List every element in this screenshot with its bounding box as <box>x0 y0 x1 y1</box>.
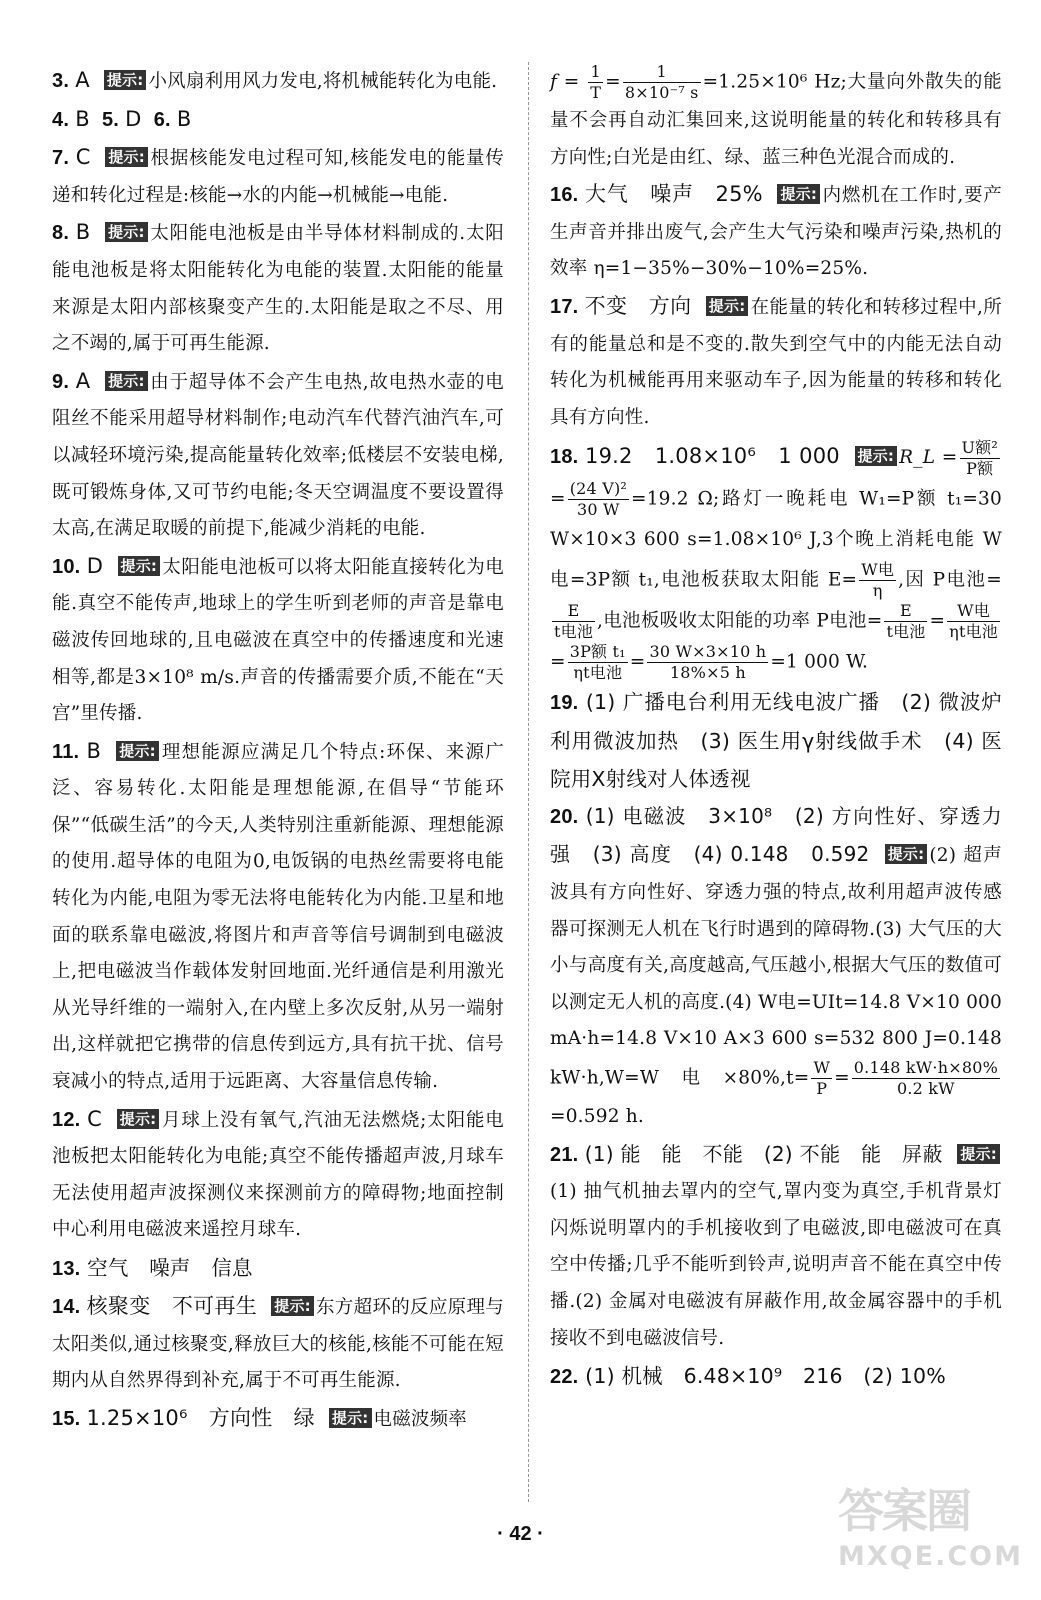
hint-label: 提示: <box>271 1296 314 1316</box>
watermark-logo: 答案圈 <box>838 1484 970 1538</box>
question-13 <box>52 1249 504 1288</box>
answer: 不变 方向 <box>584 293 692 318</box>
fraction <box>552 601 595 642</box>
numerator: U额² <box>961 437 998 457</box>
question-number: 6. <box>153 108 171 131</box>
hint-label: 提示: <box>706 296 749 316</box>
fraction <box>568 642 628 683</box>
hint-label: 提示: <box>855 446 898 466</box>
question-number: 10. <box>52 555 81 578</box>
questions-4-6 <box>52 101 504 140</box>
fraction <box>568 479 629 520</box>
hint-text: ,因 P电池= <box>898 569 1002 591</box>
fraction <box>859 560 896 601</box>
denominator: η <box>872 580 883 600</box>
answer: (1) 能 能 不能 (2) 不能 能 屏蔽 <box>584 1141 943 1166</box>
hint-label: 提示: <box>105 371 148 391</box>
fraction <box>884 601 927 642</box>
question-12 <box>52 1101 504 1249</box>
answer: D <box>125 106 142 131</box>
hint-text: 太阳能电池板是由半导体材料制成的.太阳能电池板是将太阳能转化为电能的装置.太阳能的能量来源是太阳内部核聚变产生的.太阳能是取之不尽、用之不竭的,属于可再生能源. <box>52 223 504 355</box>
equals-sign: = <box>834 1067 850 1089</box>
hint-text: (1) 抽气机抽去罩内的空气,罩内变为真空,手机背景灯闪烁说明罩内的手机接收到了电磁波,即电磁波可在真空中传播;几乎不能听到铃声,说明声音不能在真空中传播.(2) 金属对电磁波有屏蔽作用,故金属容器中的手机接收不到电磁波信号. <box>550 1181 1002 1349</box>
formula-lhs: R_L = <box>899 447 958 469</box>
question-8 <box>52 214 504 362</box>
answer: B <box>86 738 102 763</box>
question-15-continued: f = $\frac{1}{T}$ = $\frac{1}{\text{8×10⁻⁷ s}}$ =1.25×10⁶ Hz;大量向外散失的能量不会再自动汇集回来,这说明能量的转化和转移具有方向性;白光是由红、绿、蓝三种色光混合而成的. <box>550 62 1002 168</box>
hint-text: 月球上没有氧气,汽油无法燃烧;太阳能电池板把太阳能转化为电能;真空不能传播超声波,月球车无法使用超声波探测仪来探测前方的障碍物;地面控制中心利用电磁波来遥控月球车. <box>52 1109 504 1241</box>
answer: 空气 噪声 信息 <box>87 1256 253 1280</box>
fraction <box>852 1058 1000 1099</box>
denominator: 0.2 kW <box>896 1079 955 1098</box>
answer: C <box>75 145 91 170</box>
hint-text: 根据核能发电过程可知,核能发电的能量传递和转化过程是:核能→水的内能→机械能→电能. <box>52 148 504 206</box>
answer: 1.25×10⁶ 方向性 绿 <box>86 1405 315 1430</box>
question-number: 20. <box>550 805 579 828</box>
numerator: E <box>552 601 595 622</box>
hint-text: 东方超环的反应原理与太阳类似,通过核聚变,释放巨大的核能,核能不可能在短期内从自然界得到补充,属于不可再生能源. <box>52 1297 504 1392</box>
hint-text: 电磁波频率 <box>373 1408 468 1430</box>
answer: (1) 电磁波 3×10⁸ (2) 方向性好、穿透力强 (3) 高度 (4) 0.148 0.592 <box>550 803 1002 867</box>
question-number: 21. <box>550 1143 579 1166</box>
hint-label: 提示: <box>105 222 148 242</box>
column-divider <box>528 62 530 1502</box>
question-number: 19. <box>550 691 579 714</box>
question-21 <box>550 1136 1002 1358</box>
right-column <box>550 62 1002 1396</box>
question-18: 18. 19.2 1.08×10⁶ 1 000 提示: R_L = $\frac{\text{U额²}}{\text{P额}}$ = $\frac{\text{(24 V)²}}{30 W}$ =19.2 Ω;路灯一晚耗电 W₁=P额 t₁=30 W×10×3 600 s=1.08×10⁶ J,3个晚上消耗电能 W电=3P额 t₁,电池板获取太阳能 E= $\frac{\text{W电}}{\eta}$ ,因 P电池= $\frac{E}{\text{t电池}}$ ,电池板吸收太阳能的功率 P电池= $\frac{E}{\text{t电池}}$ = $\frac{\text{W电}}{\text{ηt电池}}$ = $\frac{\text{3P额 t₁}}{\text{ηt电池}}$ = $\frac{30 W\times 3\times 10 h}{18\%\times 5 h}$ =1 000 W. <box>550 437 1002 682</box>
question-22 <box>550 1357 1002 1396</box>
numerator: 0.148 kW·h×80% <box>853 1058 998 1077</box>
answer: 大气 噪声 25% <box>585 182 763 207</box>
hint-text: =0.592 h. <box>550 1106 644 1127</box>
hint-text: =19.2 Ω;路灯一晚耗电 W₁=P额 t₁=30 W×10×3 600 s=1.08×10⁶ J,3个晚上消耗电能 W电=3P额 t₁,电池板获取太阳能 E= <box>550 488 1002 591</box>
question-number: 16. <box>550 184 579 207</box>
numerator: E <box>884 601 927 622</box>
denominator: t电池 <box>886 621 926 641</box>
denominator: t电池 <box>554 621 594 641</box>
hint-label: 提示: <box>777 184 820 204</box>
page-number: · 42 · <box>497 1523 544 1545</box>
question-19 <box>550 683 1002 798</box>
hint-label: 提示: <box>116 741 159 761</box>
hint-text: 小风扇利用风力发电,将机械能转化为电能. <box>148 71 498 92</box>
answer: (1) 广播电台利用无线电波广播 (2) 微波炉利用微波加热 (3) 医生用γ射线做手术 (4) 医院用X射线对人体透视 <box>550 689 1002 791</box>
answer: 核聚变 不可再生 <box>86 1294 258 1318</box>
hint-label: 提示: <box>117 1109 160 1129</box>
denominator: 30 W <box>577 499 620 519</box>
question-number: 13. <box>52 1258 81 1280</box>
numerator: 1 <box>623 62 701 83</box>
hint-label: 提示: <box>885 844 928 864</box>
fraction <box>947 601 1000 642</box>
denominator: T <box>590 83 602 102</box>
question-number: 8. <box>52 222 70 245</box>
question-10 <box>52 548 504 733</box>
hint-label: 提示: <box>104 70 147 90</box>
fraction <box>588 62 603 103</box>
hint-text: =1.25×10⁶ Hz;大量向外散失的能量不会再自动汇集回来,这说明能量的转化和转移具有方向性;白光是由红、绿、蓝三种色光混合而成的. <box>550 71 1002 168</box>
answer: C <box>87 1106 103 1131</box>
question-number: 14. <box>52 1296 81 1318</box>
fraction <box>647 642 768 683</box>
numerator: W电 <box>861 559 895 579</box>
denominator: 18%×5 h <box>669 662 746 682</box>
hint-label: 提示: <box>118 556 161 576</box>
answer: A <box>75 368 91 393</box>
answer: (1) 机械 6.48×10⁹ 216 (2) 10% <box>585 1364 946 1389</box>
hint-label: 提示: <box>329 1408 372 1428</box>
hint-text: (2) 超声波具有方向性好、穿透力强的特点,故利用超声波传感器可探测无人机在飞行时遇到的障碍物.(3) 大气压的大小与高度有关,高度越高,气压越小,根据大气压的数值可以测定无人机的高度.(4) W电=UIt=14.8 V×10 000 mA·h=14.8 V×10 A×3 600 s=532 800 J=0.148 kW·h,W=W电×80%,t= <box>550 845 1002 1089</box>
question-number: 4. <box>52 108 70 131</box>
fraction <box>960 438 1001 479</box>
hint-text: 理想能源应满足几个特点:环保、来源广泛、容易转化.太阳能是理想能源,在倡导“节能环保”“低碳生活”的今天,人类特别注重新能源、理想能源的使用.超导体的电阻为0,电饭锅的电热丝需要将电能转化为内能,电阻为零无法将电能转化为内能.卫星和地面的联系靠电磁波,将图片和声音等信号调制到电磁波上,把电磁波当作载体发射回地面.光纤通信是利用激光从光导纤维的一端射入,在内壁上多次反射,从另一端射出,这样就把它携带的信息传到远方,具有抗干扰、信号衰减小的特点,适用于远距离、大容量信息传输. <box>52 741 504 1093</box>
watermark <box>838 1475 1023 1585</box>
question-number: 22. <box>550 1366 579 1389</box>
denominator: P额 <box>966 458 994 478</box>
question-number: 18. <box>550 446 579 469</box>
numerator: W <box>813 1058 831 1077</box>
question-number: 12. <box>52 1108 81 1131</box>
hint-label: 提示: <box>957 1144 1000 1164</box>
question-14 <box>52 1288 504 1400</box>
numerator: 1 <box>588 62 603 83</box>
denominator: ηt电池 <box>949 621 998 641</box>
fraction <box>811 1058 832 1099</box>
answer: B <box>75 220 91 245</box>
question-number: 3. <box>52 70 70 92</box>
question-15 <box>52 1400 504 1439</box>
hint-text: 由于超导体不会产生电热,故电热水壶的电阻丝不能采用超导材料制作;电动汽车代替汽油汽车,可以减轻环境污染,提高能量转化效率;低楼层不安装电梯,既可锻炼身体,又可节约电能;冬天空调温度不要设置得太高,在满足取暖的前提下,能减少消耗的电能. <box>52 371 504 540</box>
answer: D <box>86 553 104 578</box>
question-11 <box>52 733 504 1101</box>
hint-text: ,电池板吸收太阳能的功率 P电池= <box>597 610 883 632</box>
equals-sign: = <box>550 488 566 510</box>
question-9 <box>52 363 504 548</box>
numerator: W电 <box>947 601 1000 622</box>
numerator: 30 W×3×10 h <box>649 641 767 661</box>
hint-text: 在能量的转化和转移过程中,所有的能量总和是不变的.散失到空气中的内能无法自动转化为机械能再用来驱动车子,因为能量的转移和转化具有方向性. <box>550 296 1002 428</box>
formula-lhs: f = <box>550 71 580 93</box>
question-number: 7. <box>52 147 70 170</box>
question-number: 17. <box>550 295 579 318</box>
question-16 <box>550 176 1002 288</box>
denominator: 8×10⁻⁷ s <box>624 83 699 102</box>
hint-text: =1 000 W. <box>770 651 869 673</box>
question-3 <box>52 62 504 101</box>
question-number: 11. <box>52 740 80 763</box>
question-number: 15. <box>52 1407 81 1430</box>
question-7 <box>52 139 504 214</box>
hint-text: 太阳能电池板可以将太阳能直接转化为电能.真空不能传声,地球上的学生听到老师的声音是靠电磁波传回地球的,且电磁波在真空中的传播速度和光速相等,都是3×10⁸ m/s.声音的传播需要介质,不能在“天宫”里传播. <box>52 556 504 725</box>
answer: B <box>75 106 90 131</box>
hint-label: 提示: <box>105 147 148 167</box>
hint-text: 内燃机在工作时,要产生声音并排出废气,会产生大气污染和噪声污染,热机的效率 η=1−35%−30%−10%=25%. <box>550 185 1002 280</box>
numerator: (24 V)² <box>569 478 628 498</box>
denominator: P <box>816 1079 828 1098</box>
watermark-url: MXQE.COM <box>838 1541 1023 1572</box>
answer: B <box>176 106 192 131</box>
answer: A <box>75 68 90 92</box>
question-number: 9. <box>52 370 70 393</box>
numerator: 3P额 t₁ <box>569 641 626 661</box>
question-number: 5. <box>101 108 120 131</box>
question-20 <box>550 798 1002 1136</box>
answer: 19.2 1.08×10⁶ 1 000 <box>585 444 840 469</box>
left-column <box>52 62 504 1438</box>
fraction <box>623 62 701 103</box>
question-17 <box>550 288 1002 436</box>
denominator: ηt电池 <box>573 662 623 682</box>
